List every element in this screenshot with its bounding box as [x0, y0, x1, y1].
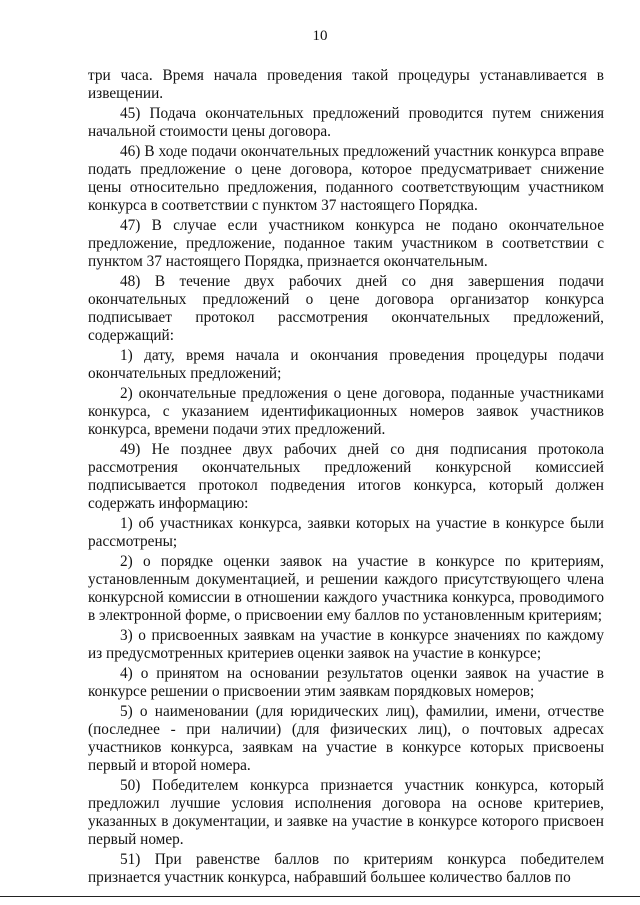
paragraph-49-item-1: 1) об участниках конкурса, заявки которых на участие в конкурсе были рассмотрены;	[88, 515, 604, 551]
paragraph-49-item-5: 5) о наименовании (для юридических лиц), фамилии, имени, отчестве (последнее - при наличии) (для физических лиц), о почтовых адресах участников конкурса, заявкам на участие в конкурсе которых присвоены первый и второй номера.	[88, 702, 604, 775]
paragraph-46: 46) В ходе подачи окончательных предложений участник конкурса вправе подать предложение о цене договора, которое предусматривает снижение цены относительно предложения, поданного соответствующим участником конкурса в соответствии с пунктом 37 настоящего Порядка.	[88, 142, 604, 215]
paragraph-51: 51) При равенстве баллов по критериям конкурса победителем признается участник конкурса, набравший большее количество баллов по	[88, 851, 604, 887]
paragraph-49-item-2: 2) о порядке оценки заявок на участие в конкурсе по критериям, установленным документацией, и решении каждого присутствующего члена конкурсной комиссии в отношении каждого участника конкурса, проводимого в электронной форме, о присвоении ему баллов по установленным критериям;	[88, 552, 604, 625]
paragraph-49-item-3: 3) о присвоенных заявкам на участие в конкурсе значениях по каждому из предусмотренных критериев оценки заявок на участие в конкурсе;	[88, 627, 604, 663]
paragraph-48: 48) В течение двух рабочих дней со дня завершения подачи окончательных предложений о цене договора организатор конкурса подписывает протокол рассмотрения окончательных предложений, содержащий:	[88, 272, 604, 345]
paragraph-49-item-4: 4) о принятом на основании результатов оценки заявок на участие в конкурсе решении о присвоении этим заявкам порядковых номеров;	[88, 664, 604, 700]
bottom-edge-line	[0, 896, 640, 897]
paragraph-48-item-1: 1) дату, время начала и окончания проведения процедуры подачи окончательных предложений;	[88, 347, 604, 383]
document-body	[88, 67, 604, 887]
paragraph-48-item-2: 2) окончательные предложения о цене договора, поданные участниками конкурса, с указанием идентификационных номеров заявок участников конкурса, времени подачи этих предложений.	[88, 384, 604, 439]
page-number: 10	[312, 28, 328, 44]
paragraph-47: 47) В случае если участником конкурса не подано окончательное предложение, предложение, поданное таким участником в соответствии с пунктом 37 настоящего Порядка, признается окончательным.	[88, 216, 604, 271]
paragraph-49: 49) Не позднее двух рабочих дней со дня подписания протокола рассмотрения окончательных предложений конкурсной комиссией подписывается протокол подведения итогов конкурса, который должен содержать информацию:	[88, 440, 604, 513]
paragraph-continuation: три часа. Время начала проведения такой процедуры устанавливается в извещении.	[88, 67, 604, 103]
paragraph-50: 50) Победителем конкурса признается участник конкурса, который предложил лучшие условия исполнения договора на основе критериев, указанных в документации, и заявке на участие в конкурсе которого присвоен первый номер.	[88, 776, 604, 849]
paragraph-45: 45) Подача окончательных предложений проводится путем снижения начальной стоимости цены договора.	[88, 104, 604, 140]
